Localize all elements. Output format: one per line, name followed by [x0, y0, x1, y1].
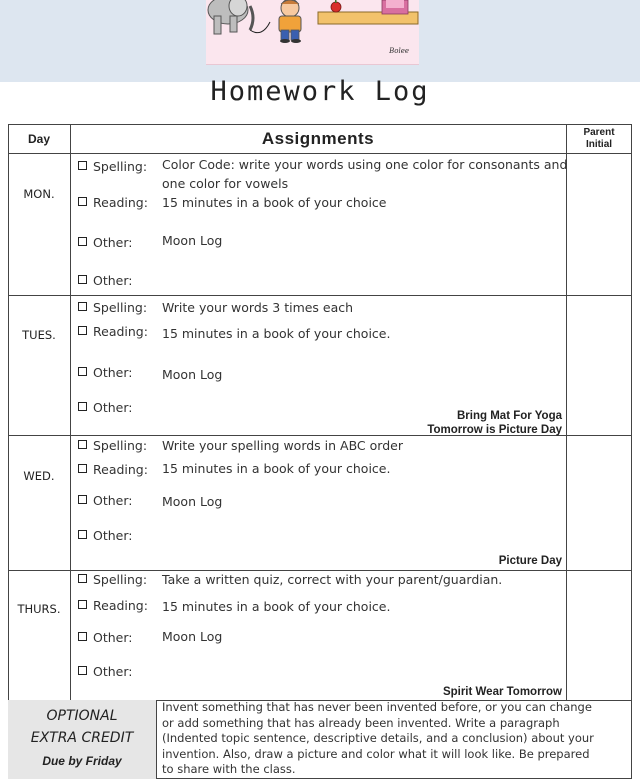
- checkbox[interactable]: [78, 402, 87, 411]
- task-description: 15 minutes in a book of your choice.: [162, 461, 391, 476]
- parent-column-divider: [566, 124, 567, 700]
- clipart-image: [206, 0, 419, 65]
- task-other[interactable]: [78, 273, 132, 288]
- extra-credit-instructions: [162, 700, 632, 778]
- task-other[interactable]: [78, 664, 132, 679]
- task-label: Other:: [93, 493, 133, 508]
- task-reading[interactable]: [78, 462, 148, 477]
- assignments-column-header: Assignments: [261, 128, 375, 148]
- task-spelling[interactable]: [78, 159, 147, 174]
- task-description: Moon Log: [162, 494, 223, 509]
- checkbox[interactable]: [78, 530, 87, 539]
- task-label: Other:: [93, 273, 133, 288]
- extra-credit-optional: OPTIONAL: [46, 708, 118, 724]
- task-label: Spelling:: [93, 438, 148, 453]
- task-description: 15 minutes in a book of your choice.: [162, 326, 391, 341]
- elephant-child-desk-illustration: [206, 0, 419, 64]
- checkbox[interactable]: [78, 161, 87, 170]
- extra-credit-row: [8, 700, 632, 779]
- task-description: Moon Log: [162, 629, 223, 644]
- checkbox[interactable]: [78, 367, 87, 376]
- day-label-wednesday: WED.: [23, 469, 55, 483]
- instruction-line: (Indented topic sentence, descriptive details, and a conclusion) about your: [162, 731, 594, 746]
- task-label: Other:: [93, 235, 133, 250]
- extra-credit-label-cell: [8, 700, 156, 779]
- parent-initial-column-header: [566, 124, 632, 153]
- table-border-left: [8, 124, 9, 779]
- day-label-monday: MON.: [23, 187, 55, 201]
- checkbox[interactable]: [78, 440, 87, 449]
- day-column-header: Day: [27, 131, 50, 146]
- page-title: Homework Log: [210, 76, 430, 107]
- note-line: Picture Day: [498, 555, 562, 567]
- task-description: Write your spelling words in ABC order: [162, 438, 403, 453]
- task-reading[interactable]: [78, 324, 148, 339]
- row-divider: [8, 295, 632, 296]
- task-label: Reading:: [93, 195, 148, 210]
- task-spelling[interactable]: [78, 438, 147, 453]
- note-line: Tomorrow is Picture Day: [427, 424, 562, 436]
- task-label: Spelling:: [93, 572, 148, 587]
- parent-header-line2: Initial: [585, 138, 613, 150]
- note-line: Spirit Wear Tomorrow: [442, 686, 562, 698]
- checkbox[interactable]: [78, 197, 87, 206]
- instruction-line: invention. Also, draw a picture and color what it will look like. Be prepared: [162, 746, 590, 761]
- header-divider: [8, 153, 632, 154]
- task-label: Spelling:: [93, 300, 148, 315]
- task-label: Reading:: [93, 462, 148, 477]
- checkbox[interactable]: [78, 600, 87, 609]
- task-description-line: one color for vowels: [162, 176, 289, 191]
- task-reading[interactable]: [78, 598, 148, 613]
- checkbox[interactable]: [78, 275, 87, 284]
- checkbox[interactable]: [78, 237, 87, 246]
- task-other[interactable]: [78, 630, 132, 645]
- task-spelling[interactable]: [78, 300, 147, 315]
- day-column-divider: [70, 124, 71, 700]
- instruction-line: or add something that has already been invented. Write a paragraph: [162, 715, 560, 730]
- task-label: Other:: [93, 400, 133, 415]
- day-note: [427, 409, 562, 437]
- checkbox[interactable]: [78, 632, 87, 641]
- task-description: Moon Log: [162, 367, 223, 382]
- instruction-line: Invent something that has never been invented before, or you can change: [162, 700, 592, 714]
- task-label: Reading:: [93, 598, 148, 613]
- task-other[interactable]: [78, 235, 132, 250]
- task-description: 15 minutes in a book of your choice.: [162, 599, 391, 614]
- checkbox[interactable]: [78, 302, 87, 311]
- note-line: Bring Mat For Yoga: [457, 410, 562, 422]
- checkbox[interactable]: [78, 574, 87, 583]
- task-spelling[interactable]: [78, 572, 147, 587]
- task-description-line: Color Code: write your words using one color for consonants and: [162, 157, 568, 172]
- task-other[interactable]: [78, 365, 132, 380]
- task-reading[interactable]: [78, 195, 148, 210]
- task-description: Moon Log: [162, 233, 223, 248]
- instruction-line: to share with the class.: [162, 762, 296, 777]
- task-label: Other:: [93, 528, 133, 543]
- task-label: Other:: [93, 365, 133, 380]
- task-label: Reading:: [93, 324, 148, 339]
- parent-header-line1: Parent: [583, 126, 615, 138]
- checkbox[interactable]: [78, 464, 87, 473]
- table-border-right: [631, 124, 632, 779]
- task-description: Take a written quiz, correct with your parent/guardian.: [162, 572, 503, 587]
- extra-credit-title: EXTRA CREDIT: [30, 730, 134, 746]
- task-description: 15 minutes in a book of your choice: [162, 195, 387, 210]
- task-label: Other:: [93, 664, 133, 679]
- checkbox[interactable]: [78, 495, 87, 504]
- day-label-tuesday: TUES.: [22, 328, 56, 342]
- task-description: [162, 155, 567, 193]
- task-other[interactable]: [78, 400, 132, 415]
- checkbox[interactable]: [78, 666, 87, 675]
- task-description: Write your words 3 times each: [162, 300, 354, 315]
- task-other[interactable]: [78, 493, 132, 508]
- extra-credit-due: Due by Friday: [42, 754, 122, 768]
- task-label: Other:: [93, 630, 133, 645]
- task-label: Spelling:: [93, 159, 148, 174]
- homework-table: [8, 124, 632, 779]
- clipart-signature: Bolee: [389, 47, 409, 55]
- day-note: [499, 554, 562, 568]
- checkbox[interactable]: [78, 326, 87, 335]
- day-label-thursday: THURS.: [17, 602, 61, 616]
- task-other[interactable]: [78, 528, 132, 543]
- day-note: [443, 685, 562, 699]
